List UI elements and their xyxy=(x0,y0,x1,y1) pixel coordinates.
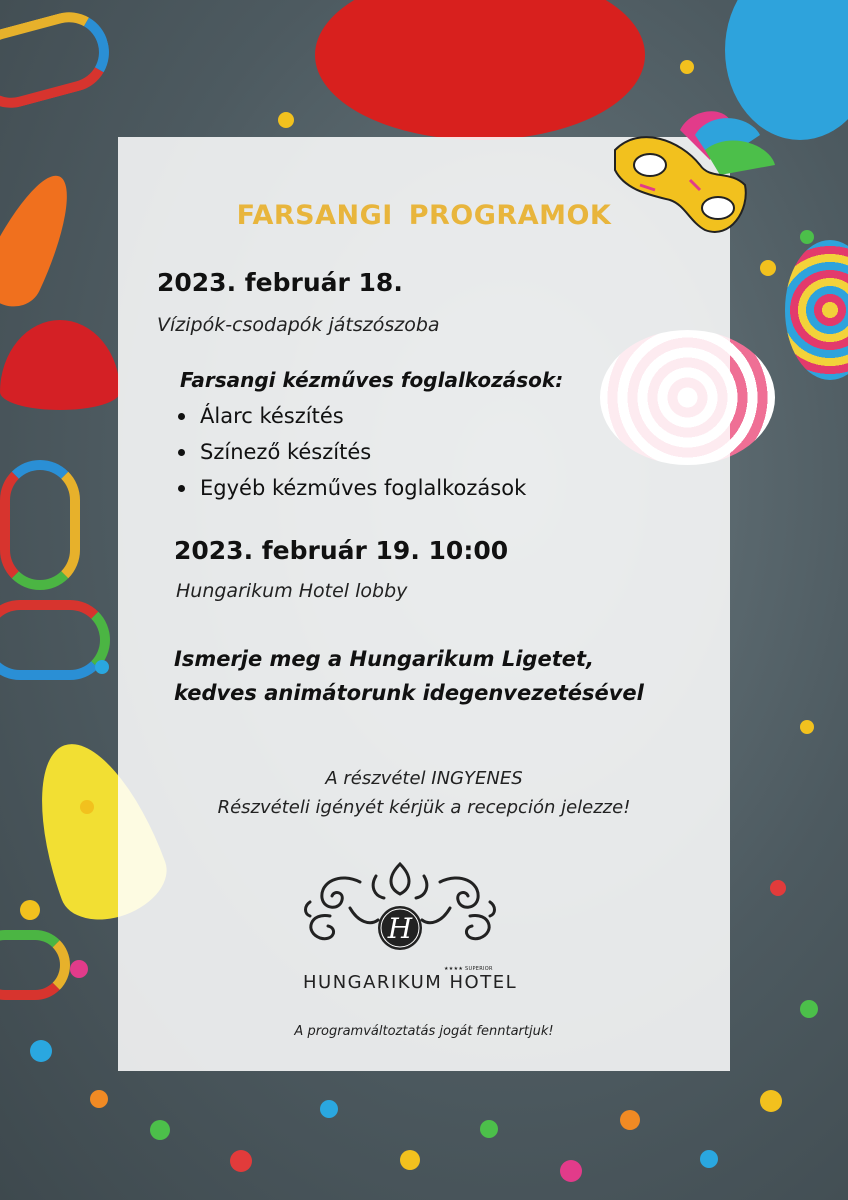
bullet-icon xyxy=(178,449,185,456)
list-item xyxy=(174,434,526,470)
logo-monogram: H xyxy=(387,912,413,945)
confetti-dot xyxy=(760,260,776,276)
confetti-dot xyxy=(480,1120,498,1138)
event2-date: 2023. február 19. 10:00 xyxy=(174,536,509,565)
participation-line: A részvétel INGYENES xyxy=(325,768,523,789)
poster-title: FARSANGI PROGRAMOK xyxy=(236,200,612,231)
description-line: Ismerje meg a Hungarikum Ligetet, xyxy=(174,647,594,671)
activity-label: Álarc készítés xyxy=(200,404,344,428)
list-item xyxy=(174,470,526,506)
activity-label: Egyéb kézműves foglalkozások xyxy=(200,476,527,500)
streamer-decoration xyxy=(0,460,80,590)
streamer-decoration xyxy=(0,3,118,117)
red-feather-decoration xyxy=(0,320,120,410)
confetti-dot xyxy=(770,880,786,896)
streamer-decoration xyxy=(0,600,110,680)
activities-list xyxy=(174,398,526,506)
event2-venue: Hungarikum Hotel lobby xyxy=(176,580,408,602)
red-hat-decoration xyxy=(315,0,645,140)
description-line: kedves animátorunk idegenvezetésével xyxy=(174,681,644,705)
participation-info xyxy=(0,764,848,822)
confetti-dot xyxy=(95,660,109,674)
confetti-dot xyxy=(400,1150,420,1170)
streamer-decoration xyxy=(0,930,70,1000)
confetti-dot xyxy=(30,1040,52,1062)
lollipop-decoration xyxy=(785,240,848,380)
confetti-dot xyxy=(320,1100,338,1118)
confetti-dot xyxy=(800,1000,818,1018)
confetti-dot xyxy=(70,960,88,978)
confetti-dot xyxy=(90,1090,108,1108)
orange-feather-decoration xyxy=(0,164,87,316)
activity-label: Színező készítés xyxy=(200,440,372,464)
confetti-dot xyxy=(150,1120,170,1140)
event1-date: 2023. február 18. xyxy=(157,268,403,297)
confetti-dot xyxy=(700,1150,718,1168)
confetti-dot xyxy=(620,1110,640,1130)
hotel-name: HUNGARIKUM HOTEL xyxy=(303,972,518,993)
confetti-dot xyxy=(230,1150,252,1172)
participation-line: Részvételi igényét kérjük a recepción jelezze! xyxy=(217,797,631,818)
event2-description xyxy=(174,642,644,710)
confetti-dot xyxy=(560,1160,582,1182)
event1-venue: Vízipók-csodapók játszószoba xyxy=(157,314,440,336)
hotel-ornament-logo xyxy=(300,862,500,952)
confetti-dot xyxy=(680,60,694,74)
confetti-dot xyxy=(800,720,814,734)
confetti-dot xyxy=(20,900,40,920)
confetti-dot xyxy=(278,112,294,128)
list-item xyxy=(174,398,526,434)
bullet-icon xyxy=(178,485,185,492)
bullet-icon xyxy=(178,413,185,420)
confetti-dot xyxy=(800,230,814,244)
confetti-dot xyxy=(760,1090,782,1112)
disclaimer: A programváltoztatás jogát fenntartjuk! xyxy=(294,1024,554,1039)
hotel-rating: ★★★★ SUPERIOR xyxy=(444,966,493,972)
activities-heading: Farsangi kézműves foglalkozások: xyxy=(180,368,564,392)
